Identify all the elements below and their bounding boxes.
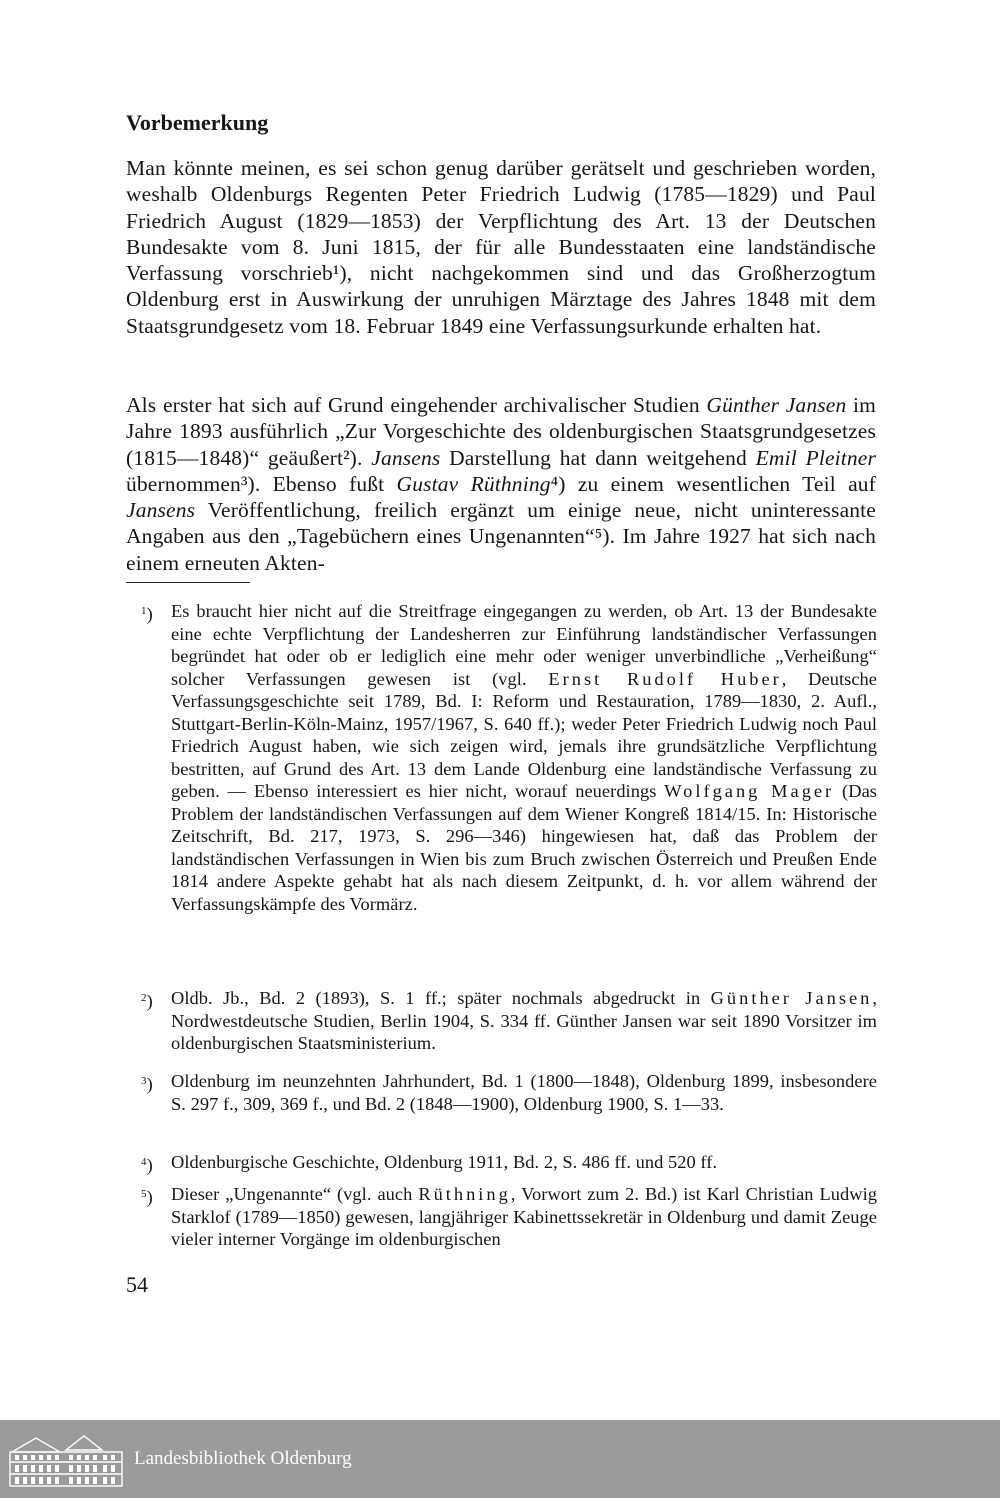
- library-footer-bar: [0, 1420, 1000, 1498]
- footnote-2: $^2$) Oldb. Jb., Bd. 2 (1893), S. 1 ff.; später nochmals abgedruckt in Günther Jansen, Nordwestdeutsche Studien, Berlin 1904, S. 334 ff. Günther Jansen war seit 1890 Vorsitzer im oldenburgischen Staatsministerium.: [141, 988, 877, 1053]
- footnote-3: $^3$) Oldenburg im neunzehnten Jahrhundert, Bd. 1 (1800—1848), Oldenburg 1899, insbesondere S. 297 f., 309, 369 f., und Bd. 2 (1848—1900), Oldenburg 1900, S. 1—33.: [141, 1071, 877, 1114]
- author-name: Jansens: [371, 445, 441, 470]
- library-name: Landesbibliothek Oldenburg: [134, 1448, 352, 1469]
- author-name: Jansens: [126, 498, 196, 523]
- paragraph-2: Als erster hat sich auf Grund eingehender archivalischer Studien Günther Jansen im Jahre 1893 ausführlich „Zur Vorgeschichte des oldenburgischen Staatsgrundgesetzes (1815—1848)“ geäußert²). Jansens Darstellung hat dann weitgehend Emil Pleitner übernommen³). Ebenso fußt Gustav Rüthning⁴) zu einem wesentlichen Teil auf Jansens Veröffentlichung, freilich ergänzt um einige neue, nicht uninteressante Angaben aus den „Tagebüchern eines Ungenannten“⁵). Im Jahre 1927 hat sich nach einem erneuten Akten-: [126, 393, 877, 575]
- footnote-marker: $^3$): [141, 1074, 153, 1094]
- footnote-4: $^4$) Oldenburgische Geschichte, Oldenburg 1911, Bd. 2, S. 486 ff. und 520 ff.: [141, 1152, 718, 1175]
- library-building-icon: [6, 1430, 126, 1488]
- footnote-marker: $^5$): [141, 1187, 153, 1207]
- author-name: Günther Jansen: [706, 393, 847, 417]
- author-name: Gustav Rüthning: [396, 471, 551, 496]
- footnote-marker: $^2$): [141, 991, 153, 1011]
- paragraph-1: Man könnte meinen, es sei schon genug darüber gerätselt und geschrieben worden, weshalb Oldenburgs Regenten Peter Friedrich Ludwig (1785—1829) und Paul Friedrich August (1829—1853) der Verpflichtung des Art. 13 der Deutschen Bundesakte vom 8. Juni 1815, der für alle Bundesstaaten eine landständische Verfassung vorschrieb¹), nicht nachgekommen sind und das Großherzogtum Oldenburg erst in Auswirkung der unruhigen Märztage des Jahres 1848 mit dem Staatsgrundgesetz vom 18. Februar 1849 eine Verfassungsurkunde erhalten hat.: [126, 156, 876, 338]
- footnote-marker: $^4$): [141, 1155, 153, 1175]
- footnote-divider: [126, 582, 250, 583]
- footnote-marker: $^1$): [141, 604, 153, 624]
- section-heading: Vorbemerkung: [126, 110, 269, 135]
- author-name: Emil Pleitner: [755, 445, 877, 470]
- footnote-1: $^1$) Es braucht hier nicht auf die Streitfrage eingegangen zu werden, ob Art. 13 der Bundesakte eine echte Verpflichtung der Landesherren zur Einführung landständischer Verfassungen begründet hat oder ob er lediglich eine mehr oder weniger unverbindliche „Verheißung“ solcher Verfassungen gewesen ist (vgl. Ernst Rudolf Huber, Deutsche Verfassungsgeschichte seit 1789, Bd. I: Reform und Restauration, 1789—1830, 2. Aufl., Stuttgart-Berlin-Köln-Mainz, 1957/1967, S. 640 ff.); weder Peter Friedrich Ludwig noch Paul Friedrich August haben, wie sich zeigen wird, jemals ihre grundsätzliche Verpflichtung bestritten, auf Grund des Art. 13 dem Lande Oldenburg eine landständische Verfassung zu geben. — Ebenso interessiert es hier nicht, worauf neuerdings Wolfgang Mager (Das Problem der landständischen Verfassungen auf dem Wiener Kongreß 1814/15. In: Historische Zeitschrift, Bd. 217, 1973, S. 296—346) hingewiesen hat, daß das Problem der landständischen Verfassungen in Wien bis zum Bruch zwischen Österreich und Preußen Ende 1814 andere Aspekte gehabt hat als nach diesem Zeitpunkt, d. h. vor allem während der Verfassungskämpfe des Vormärz.: [141, 601, 878, 914]
- page-number: 54: [126, 1272, 148, 1297]
- footnote-5: $^5$) Dieser „Ungenannte“ (vgl. auch Rüthning, Vorwort zum 2. Bd.) ist Karl Christian Ludwig Starklof (1789—1850) gewesen, langjähriger Kabinettssekretär in Oldenburg und damit Zeuge vieler interner Vorgänge im oldenburgischen: [141, 1184, 877, 1249]
